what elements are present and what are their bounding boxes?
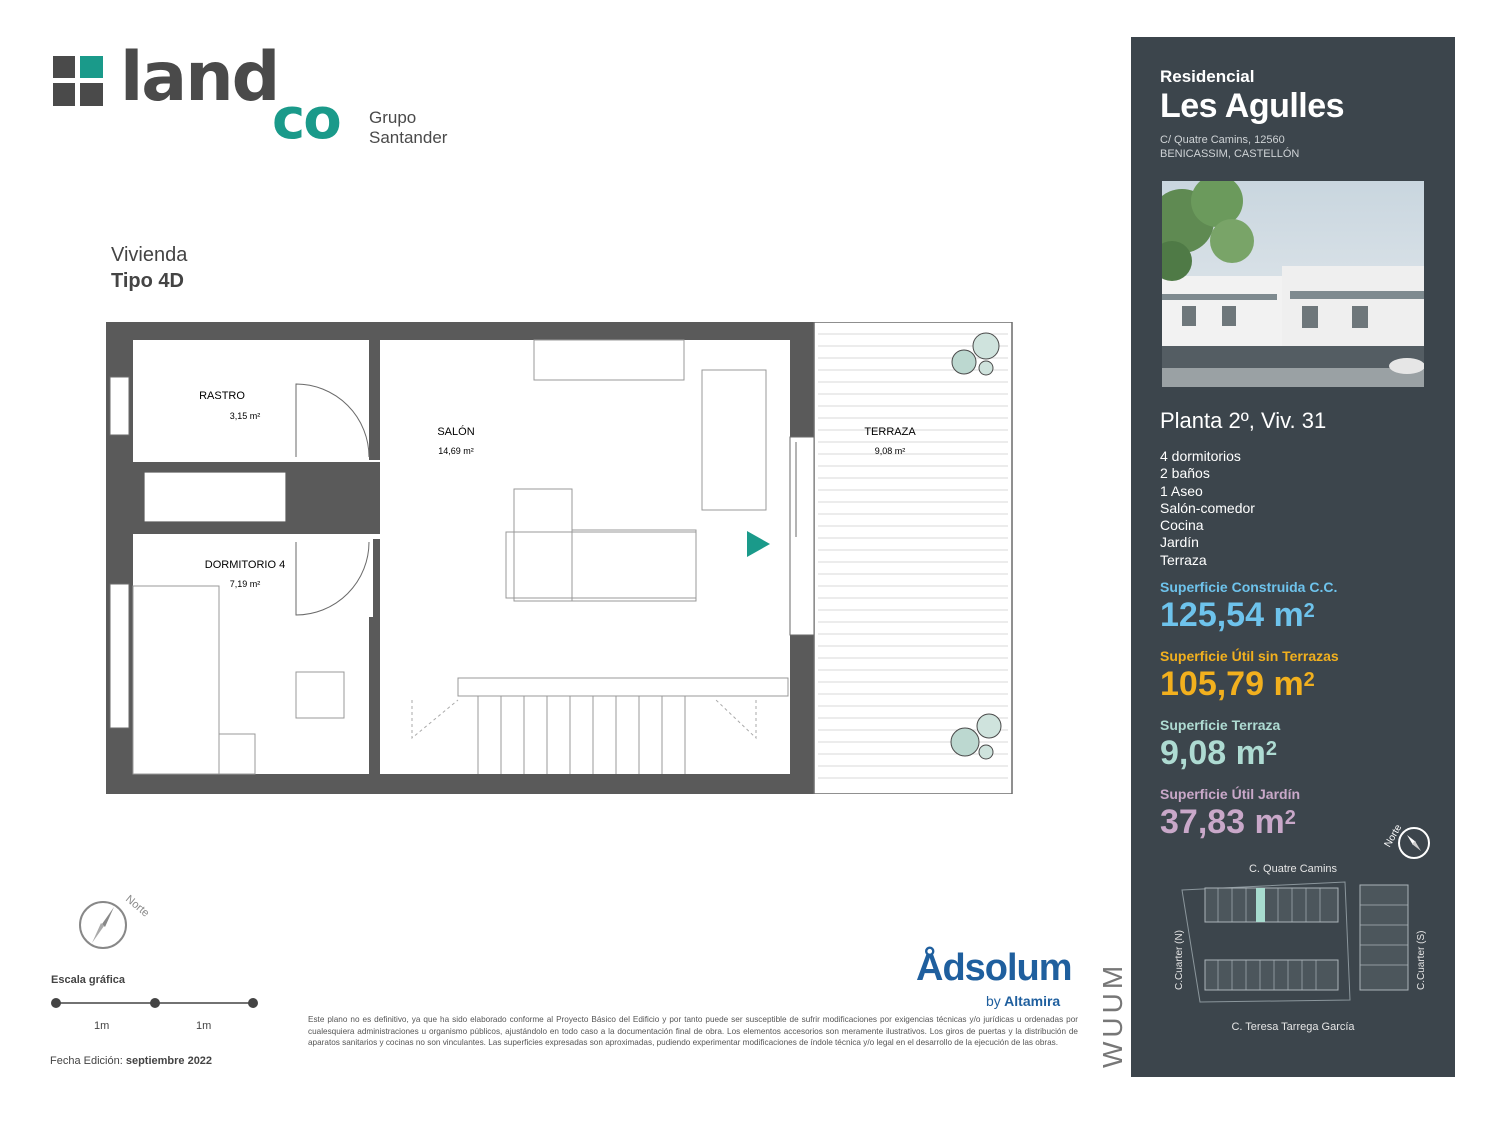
logo-group-line2: Santander xyxy=(369,128,448,147)
room-label-salon: SALÓN xyxy=(437,426,475,438)
logo-co-text: co xyxy=(272,87,340,152)
room-area-dormitorio: 7,19 m² xyxy=(229,579,261,589)
panel-project-name: Les Agulles xyxy=(1160,87,1345,125)
room-area-salon: 14,69 m² xyxy=(438,446,474,456)
panel-floor: Planta 2º, Viv. 31 xyxy=(1160,408,1327,433)
street-right: C.Cuarter (S) xyxy=(1416,930,1427,990)
surface-useful xyxy=(1160,647,1339,703)
wuum-text: WUUM xyxy=(1097,961,1128,1068)
compass-north-label: Norte xyxy=(123,893,152,920)
surface-built-value: 125,54 $m^2$ xyxy=(1160,596,1315,634)
panel-north-compass-icon xyxy=(1376,815,1436,865)
adsolum-logo: Ådsolum xyxy=(916,947,1072,989)
feature-item: Jardín xyxy=(1160,534,1199,551)
edition-date xyxy=(50,1055,212,1067)
scale-label-1: 1m xyxy=(94,1020,110,1032)
logo-group-line1: Grupo xyxy=(369,108,417,127)
scale-title: Escala gráfica xyxy=(51,974,125,986)
panel-address-line1: C/ Quatre Camins, 12560 xyxy=(1160,134,1285,146)
adsolum-by: by xyxy=(986,993,1001,1009)
panel-features xyxy=(1160,448,1255,569)
site-map xyxy=(1160,860,1445,1040)
room-label-rastro: RASTRO xyxy=(199,390,245,402)
surface-garden-value: 37,83 $m^2$ xyxy=(1160,803,1296,841)
wuum-logo xyxy=(1092,940,1132,1070)
panel-residencial: Residencial xyxy=(1160,67,1255,86)
building-photo xyxy=(1162,181,1424,387)
panel-address xyxy=(1160,133,1299,161)
surface-garden xyxy=(1160,785,1300,841)
surface-built xyxy=(1160,578,1337,634)
disclaimer-text: Este plano no es definitivo, ya que ha sido elaborado conforme al Proyecto Básico del Edificio y por tanto puede ser susceptible de sufrir modificaciones por exigencias técnicas y/o jurídicas u ordenadas por cualesquiera administraciones u organismo públicos, ajustándolo en todo caso a la documentación final de obra. Los elementos accesorios son meramente ilustrativos. Los giros de puertas y la distribución de aparatos sanitarios y cocinas no son vinculantes. Las superficies expresadas son aproximadas, pudiendo experimentar modificaciones de índole técnica y/o legal en el desarrollo de la ejecución de las obras. xyxy=(308,1015,1078,1047)
feature-item: 4 dormitorios xyxy=(1160,448,1241,464)
room-label-terraza: TERRAZA xyxy=(864,426,916,438)
feature-item: Terraza xyxy=(1160,551,1207,568)
edition-label: Fecha Edición: xyxy=(50,1055,123,1067)
scale-bar xyxy=(50,995,265,1015)
adsolum-by-name: Altamira xyxy=(1004,993,1061,1009)
surface-terrace xyxy=(1160,716,1280,772)
feature-item: Salón-comedor xyxy=(1160,499,1255,516)
floor-plan xyxy=(106,322,1014,794)
surface-garden-label: Superficie Útil Jardín xyxy=(1160,786,1301,802)
landco-logo-mark xyxy=(53,56,103,106)
surface-useful-label: Superficie Útil sin Terrazas xyxy=(1160,648,1339,664)
street-left: C.Cuarter (N) xyxy=(1174,929,1185,990)
room-area-rastro: 3,15 m² xyxy=(229,411,261,421)
room-area-terraza: 9,08 m² xyxy=(874,446,906,456)
panel-north-label: Norte xyxy=(1382,822,1405,850)
logo-land-text: land xyxy=(120,38,279,117)
panel-address-line2: BENICASSIM, CASTELLÓN xyxy=(1160,148,1300,160)
street-bottom: C. Teresa Tarrega García xyxy=(1231,1021,1355,1033)
feature-item: 2 baños xyxy=(1160,465,1210,482)
north-compass-icon xyxy=(75,875,155,955)
unit-type: Tipo 4D xyxy=(111,270,184,292)
adsolum-by-line xyxy=(986,993,1060,1009)
surface-useful-value: 105,79 $m^2$ xyxy=(1160,665,1315,703)
surface-built-label: Superficie Construida C.C. xyxy=(1160,579,1338,595)
unit-title: Vivienda xyxy=(111,244,188,266)
scale-label-2: 1m xyxy=(196,1020,212,1032)
logo-group-text xyxy=(369,108,447,148)
feature-item: 1 Aseo xyxy=(1160,482,1203,499)
room-label-dormitorio: DORMITORIO 4 xyxy=(204,559,286,571)
edition-value: septiembre 2022 xyxy=(125,1055,213,1067)
surface-terrace-value: 9,08 $m^2$ xyxy=(1160,734,1277,772)
surface-terrace-label: Superficie Terraza xyxy=(1160,717,1281,733)
feature-item: Cocina xyxy=(1160,517,1204,534)
room-salon xyxy=(380,340,790,774)
street-top: C. Quatre Camins xyxy=(1248,863,1338,875)
